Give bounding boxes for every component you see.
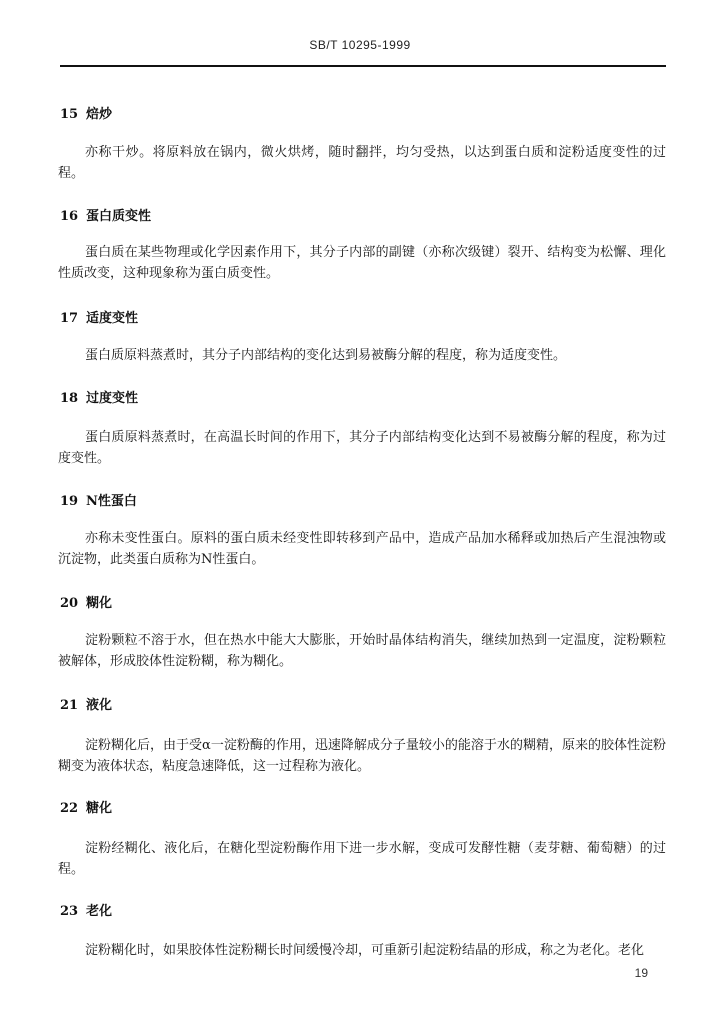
section-heading-22 [60,797,112,816]
section-heading-20 [60,592,112,611]
section-body-22: 淀粉经糊化、液化后，在糖化型淀粉酶作用下进一步水解，变成可发酵性糖（麦芽糖、葡萄糖）的过程。 [58,841,666,877]
section-heading-16 [60,205,151,224]
section-title: 糖化 [86,801,113,816]
section-body-17: 蛋白质原料蒸煮时，其分子内部结构的变化达到易被酶分解的程度，称为适度变性。 [85,348,567,363]
section-heading-23 [60,900,112,919]
section-body-16: 蛋白质在某些物理或化学因素作用下，其分子内部的副键（亦称次级键）裂开、结构变为松懈、理化性质改变，这种现象称为蛋白质变性。 [58,245,666,281]
section-title: 过度变性 [86,391,139,406]
section-heading-18 [60,387,138,406]
section-body-15: 亦称干炒。将原料放在锅内，微火烘烤，随时翻拌，均匀受热，以达到蛋白质和淀粉适度变性的过程。 [58,145,666,181]
section-body-20: 淀粉颗粒不溶于水，但在热水中能大大膨胀，开始时晶体结构消失，继续加热到一定温度，淀粉颗粒被解体，形成胶体性淀粉糊，称为糊化。 [58,633,666,669]
section-number: 17 [60,311,79,326]
page-number: 19 [634,966,648,980]
section-heading-17 [60,307,138,326]
section-heading-21 [60,694,112,713]
section-number: 22 [60,801,79,816]
section-body-19: 亦称未变性蛋白。原料的蛋白质未经变性即转移到产品中，造成产品加水稀释或加热后产生混浊物或沉淀物，此类蛋白质称为N性蛋白。 [58,531,666,567]
section-number: 15 [60,107,79,122]
section-title: N性蛋白 [86,494,137,509]
section-title: 焙炒 [86,107,113,122]
section-body-23: 淀粉糊化时，如果胶体性淀粉糊长时间缓慢冷却，可重新引起淀粉结晶的形成，称之为老化。老化 [85,943,645,958]
section-heading-15 [60,103,112,122]
standard-code-header: SB/T 10295-1999 [309,38,411,52]
section-title: 老化 [86,904,113,919]
section-title: 糊化 [86,596,113,611]
section-number: 19 [60,494,79,509]
section-title: 液化 [86,698,113,713]
section-title: 蛋白质变性 [86,209,152,224]
section-body-21: 淀粉糊化后，由于受α一淀粉酶的作用，迅速降解成分子量较小的能溶于水的糊精，原来的胶体性淀粉糊变为液体状态，粘度急速降低，这一过程称为液化。 [58,738,666,774]
section-body-18: 蛋白质原料蒸煮时，在高温长时间的作用下，其分子内部结构变化达到不易被酶分解的程度，称为过度变性。 [58,430,666,466]
section-number: 23 [60,904,79,919]
section-title: 适度变性 [86,311,139,326]
section-number: 20 [60,596,79,611]
section-number: 21 [60,698,79,713]
section-heading-19 [60,490,137,509]
section-number: 18 [60,391,79,406]
section-number: 16 [60,209,79,224]
